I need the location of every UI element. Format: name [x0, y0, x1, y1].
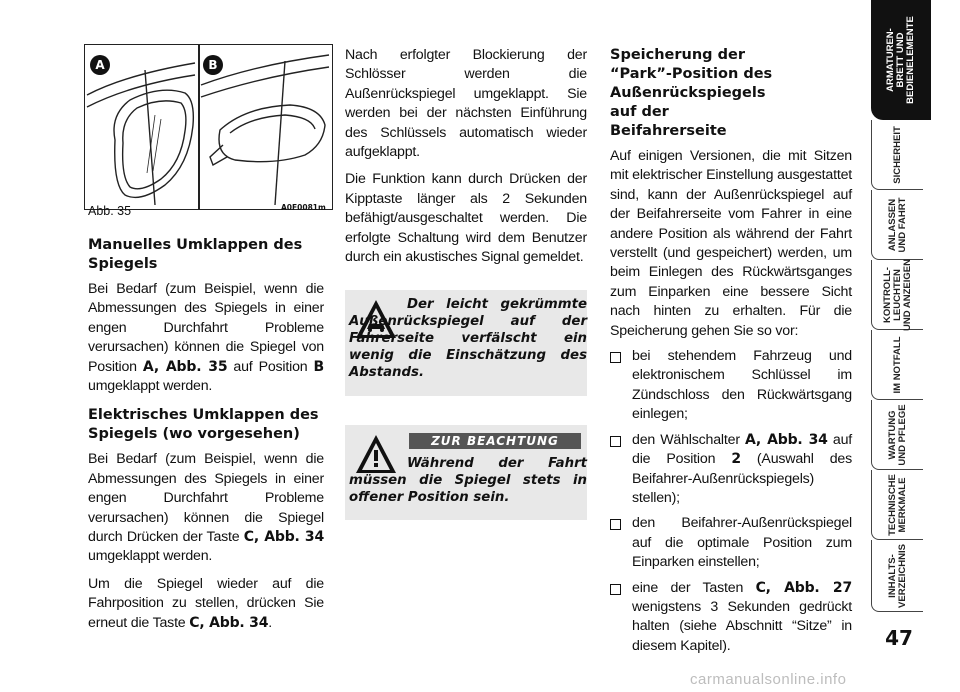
toggle-function-text: Die Funktion kann durch Drücken der Kipptaste länger als 2 Sekunden befähigt/ausgeschaltet werden. Die erfolgte Schaltung wird dem Benutzer durch ein akustisches Signal gemeldet. [345, 171, 587, 266]
list-item: den Wählschalter A, Abb. 34 auf die Position 2 (Auswahl des Beifahrer-Außenrückspiegels) stellen); [610, 431, 852, 509]
mirror-distance-note [345, 290, 587, 396]
position-b-badge: B [203, 55, 223, 75]
tab-notfall[interactable]: IM NOTFALL [871, 330, 923, 400]
electric-fold-text: Bei Bedarf (zum Beispiel, wenn die Abmessungen des Spiegels in einer engen Durchfahrt Probleme verursachen) können die Spiegel durch Drücken der Taste C, Abb. 34 umgeklappt werden. [88, 451, 324, 565]
tab-wartung[interactable]: WARTUNG UND PFLEGE [871, 400, 923, 470]
watermark: carmanualsonline.info [690, 671, 847, 688]
figure-caption: Abb. 35 [88, 204, 132, 218]
tab-kontrollleuchten[interactable]: KONTROLL- LEUCHTEN UND ANZEIGEN [871, 260, 923, 330]
mirror-distance-text: Der leicht gekrümmte Außenrückspiegel auf der Fahrerseite verfälscht ein wenig die Einschätzung des Abstands. [349, 297, 587, 380]
electric-fold-heading: Elektrisches Umklappen des Spiegels (wo vorgesehen) [88, 407, 319, 443]
position-a-badge: A [90, 55, 110, 75]
tab-inhaltsverzeichnis[interactable]: INHALTS- VERZEICHNIS [871, 540, 923, 612]
warning-text: Während der Fahrt müssen die Spiegel stets in offener Position sein. [349, 456, 587, 505]
checkbox-bullet-icon [610, 584, 621, 595]
tab-armaturenbrett[interactable]: ARMATUREN- BRETT UND BEDIENELEMENTE [871, 0, 931, 120]
warning-box [345, 425, 587, 520]
checkbox-bullet-icon [610, 436, 621, 447]
figure-code: A0F0081m [281, 203, 326, 212]
left-column [88, 236, 324, 641]
warning-header: ZUR BEACHTUNG [409, 433, 581, 449]
list-item: eine der Tasten C, Abb. 27 wenigstens 3 Sekunden gedrückt halten (siehe Abschnitt “Sitze” in diesem Kapitel). [610, 579, 852, 657]
checkbox-bullet-icon [610, 519, 621, 530]
tab-technische-merkmale[interactable]: TECHNISCHE MERKMALE [871, 470, 923, 540]
right-column [610, 46, 852, 662]
park-position-heading: Speicherung der “Park”-Position des Außenrückspiegels auf der Beifahrerseite [610, 47, 773, 139]
auto-fold-text: Nach erfolgter Blockierung der Schlösser werden die Außenrückspiegel umgeklappt. Sie werden bei der nächsten Einführung des Schlüssels automatisch wieder aufgeklappt. [345, 47, 587, 161]
park-position-intro: Auf einigen Versionen, die mit Sitzen mit elektrischer Einstellung ausgestattet sind, kann der Außenrückspiegel auf der Beifahrerseite vom Fahrer in eine andere Position als während der Fahrt verstellt (und gespeichert) werden, um beim Einlegen des Rückwärtsganges zum Einparken eine bessere Sicht nach hinten zu erhalten. Für die Speicherung gehen Sie so vor: [610, 148, 852, 339]
list-item: den Beifahrer-Außenrückspiegel auf die optimale Position zum Einparken einstellen; [610, 514, 852, 572]
manual-fold-heading: Manuelles Umklappen des Spiegels [88, 237, 303, 272]
page-number: 47 [885, 626, 913, 650]
checkbox-bullet-icon [610, 352, 621, 363]
tab-anlassen[interactable]: ANLASSEN UND FAHRT [871, 190, 923, 260]
list-item: bei stehendem Fahrzeug und elektronischem Schlüssel im Zündschloss den Rückwärtsgang einlegen; [610, 347, 852, 425]
unfold-text: Um die Spiegel wieder auf die Fahrposition zu stellen, drücken Sie erneut die Taste C, Abb. 34. [88, 575, 324, 631]
tab-sicherheit[interactable]: SICHERHEIT [871, 120, 923, 190]
manual-fold-text: Bei Bedarf (zum Beispiel, wenn die Abmessungen des Spiegels in einer engen Durchfahrt Probleme verursachen) können die Spiegel von Position A, Abb. 35 auf Position B umgeklappt werden. [88, 281, 324, 395]
mirror-figure [84, 44, 333, 210]
middle-column [345, 46, 587, 275]
chapter-tabs [871, 0, 960, 692]
